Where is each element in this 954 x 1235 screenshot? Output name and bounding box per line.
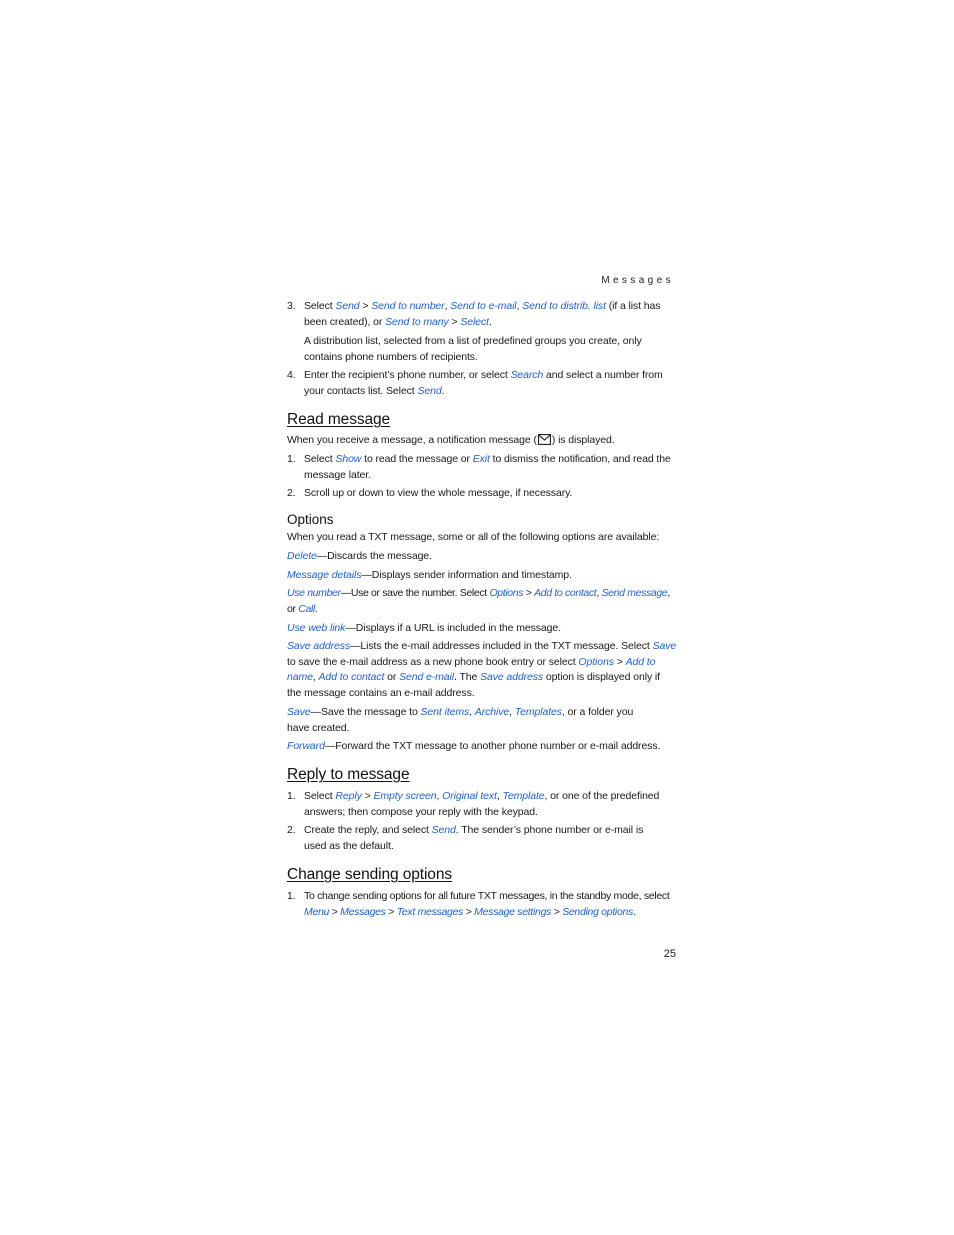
reply-step-2: Create the reply, and select Send. The sender’s phone number or e-mail is used as the default. xyxy=(304,824,644,852)
page-number: 25 xyxy=(663,948,676,960)
link-message-details[interactable]: Message details xyxy=(287,569,362,581)
options-heading: Options xyxy=(287,512,334,527)
link-messages[interactable]: Messages xyxy=(340,905,386,918)
read-message-heading: Read message xyxy=(287,411,391,428)
link-search[interactable]: Search xyxy=(510,369,544,381)
link-message-settings[interactable]: Message settings xyxy=(474,905,552,918)
reply-step-1: Select Reply > Empty screen, Original text, Template, or one of the predefined answers; then compose your reply with the keypad. xyxy=(304,790,660,818)
link-delete[interactable]: Delete xyxy=(287,550,317,562)
link-forward[interactable]: Forward xyxy=(287,740,325,752)
step-number: 2. xyxy=(287,487,296,499)
step-4-text: Enter the recipient’s phone number, or select Search and select a number from your contacts list. Select Send. xyxy=(304,369,663,397)
link-templates[interactable]: Templates xyxy=(514,706,562,718)
link-send[interactable]: Send xyxy=(335,300,360,312)
running-head: Messages xyxy=(601,275,674,286)
options-intro: When you read a TXT message, some or all of the following options are available: xyxy=(287,531,660,543)
option-forward: Forward—Forward the TXT message to another phone number or e-mail address. xyxy=(287,740,661,752)
step-3-text: Select Send > Send to number, Send to e-mail, Send to distrib. list (if a list has been created), or Send to many > Select. xyxy=(304,300,661,328)
link-show[interactable]: Show xyxy=(335,453,362,465)
sending-options-heading: Change sending options xyxy=(287,866,452,883)
sending-step-1: To change sending options for all future TXT messages, in the standby mode, select Menu > Messages > Text messages > Message settings > Sending options. xyxy=(304,890,670,918)
link-save-address[interactable]: Save address xyxy=(480,671,544,684)
option-save: Save—Save the message to Sent items, Archive, Templates, or a folder you have created. xyxy=(287,706,634,734)
envelope-icon xyxy=(538,434,551,445)
link-menu[interactable]: Menu xyxy=(304,905,330,918)
link-save-address[interactable]: Save address xyxy=(287,640,351,652)
reply-heading: Reply to message xyxy=(287,766,410,783)
link-save[interactable]: Save xyxy=(287,706,311,718)
link-send[interactable]: Send xyxy=(417,384,442,397)
read-step-2: Scroll up or down to view the whole message, if necessary. xyxy=(304,487,573,499)
link-options[interactable]: Options xyxy=(578,655,614,668)
option-message-details: Message details—Displays sender information and timestamp. xyxy=(287,569,572,581)
link-send-to-email[interactable]: Send to e-mail xyxy=(450,300,517,312)
link-send-email[interactable]: Send e-mail xyxy=(399,671,454,684)
link-template[interactable]: Template xyxy=(502,790,545,802)
link-call[interactable]: Call xyxy=(298,602,315,615)
link-send-to-distrib-list[interactable]: Send to distrib. list xyxy=(522,300,606,312)
link-sending-options[interactable]: Sending options xyxy=(562,905,633,918)
option-delete: Delete—Discards the message. xyxy=(287,550,432,562)
link-select[interactable]: Select xyxy=(460,315,489,328)
link-archive[interactable]: Archive xyxy=(474,706,510,718)
link-add-to-contact[interactable]: Add to contact xyxy=(318,671,385,684)
step-number: 4. xyxy=(287,369,296,381)
step-number: 1. xyxy=(287,890,296,902)
link-send-to-many[interactable]: Send to many xyxy=(385,315,449,328)
read-step-1: Select Show to read the message or Exit to dismiss the notification, and read the message later. xyxy=(304,453,671,481)
link-text-messages[interactable]: Text messages xyxy=(396,905,464,918)
step-number: 2. xyxy=(287,824,296,836)
step-number: 3. xyxy=(287,300,296,312)
option-use-number: Use number—Use or save the number. Select Options > Add to contact, Send message, or Call. xyxy=(287,587,670,615)
link-save[interactable]: Save xyxy=(652,640,677,652)
link-send[interactable]: Send xyxy=(431,824,456,836)
link-use-number[interactable]: Use number xyxy=(287,587,341,599)
option-use-web-link: Use web link—Displays if a URL is included in the message. xyxy=(287,622,561,634)
link-reply[interactable]: Reply xyxy=(335,790,362,802)
read-message-intro: When you receive a message, a notification message ( ) is displayed. xyxy=(287,434,615,446)
link-sent-items[interactable]: Sent items xyxy=(420,706,470,718)
link-send-message[interactable]: Send message xyxy=(601,587,668,599)
link-options[interactable]: Options xyxy=(489,587,524,599)
link-send-to-number[interactable]: Send to number xyxy=(371,300,445,312)
link-use-web-link[interactable]: Use web link xyxy=(287,622,346,634)
link-original-text[interactable]: Original text xyxy=(442,790,497,802)
link-add-to-name[interactable]: Add to name xyxy=(287,655,656,684)
distribution-note: A distribution list, selected from a list of predefined groups you create, only contains phone numbers of recipients. xyxy=(304,335,642,363)
link-exit[interactable]: Exit xyxy=(472,453,490,465)
step-number: 1. xyxy=(287,790,296,802)
step-number: 1. xyxy=(287,453,296,465)
link-empty-screen[interactable]: Empty screen xyxy=(373,790,437,802)
option-save-address: Save address—Lists the e-mail addresses included in the TXT message. Select Save to save the e-mail address as a new phone book entry or select Options > Add to name, Add to contact or Send e-mail. The Save address option is displayed only if the message contains an e-mail address. xyxy=(287,640,677,699)
link-add-to-contact[interactable]: Add to contact xyxy=(534,587,597,599)
